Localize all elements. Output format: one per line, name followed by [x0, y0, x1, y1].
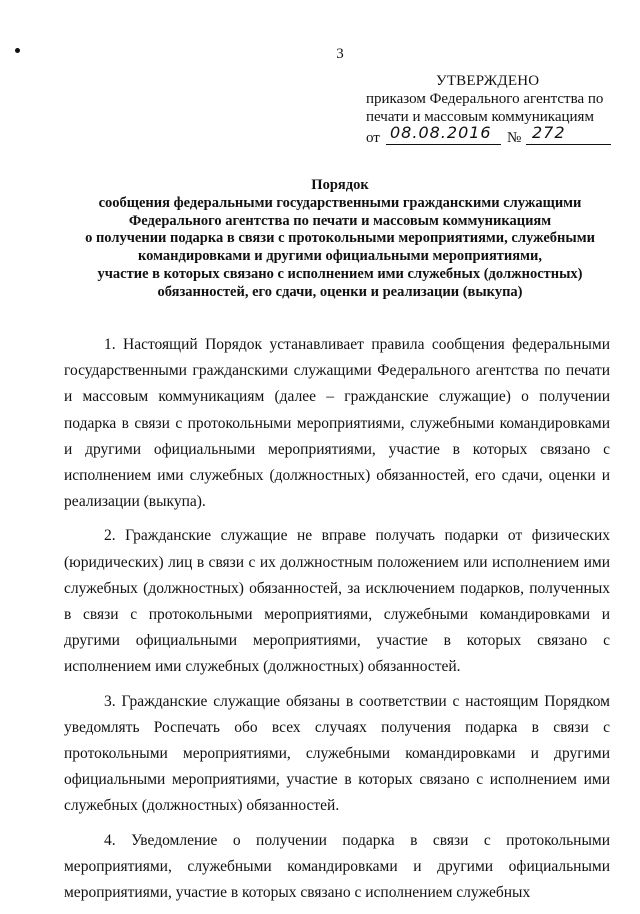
approval-line-2: печати и массовым коммуникациям [366, 109, 594, 125]
heading-line: обязанностей, его сдачи, оценки и реализации (выкупа) [157, 283, 523, 300]
heading-line: командировками и другими официальными мероприятиями, [138, 248, 542, 265]
approval-stamp [366, 72, 616, 149]
document-body [64, 332, 610, 914]
approval-date-number-row [366, 123, 616, 149]
number-underline [526, 144, 611, 145]
heading-line: участие в которых связано с исполнением ими служебных (должностных) [97, 265, 583, 282]
heading-line: Порядок [311, 177, 369, 193]
approval-title: УТВЕРЖДЕНО [436, 73, 540, 89]
heading-line: Федерального агентства по печати и массовым коммуникациям [128, 212, 552, 229]
number-label: № [507, 130, 522, 146]
page-number: 3 [336, 46, 344, 62]
paragraph-1: 1. Настоящий Порядок устанавливает правила сообщения федеральными государственными гражданскими служащими Федерального агентства по печати и массовым коммуникациям (далее – гражданские служащие) о получении подарка в связи с протокольными мероприятиями, служебными командировками и другими официальными мероприятиями, участие в которых связано с исполнением ими служебных (должностных) обязанностей, его сдачи, оценки и реализации (выкупа). [64, 336, 610, 511]
heading-line: о получении подарка в связи с протокольными мероприятиями, служебными [85, 230, 595, 247]
date-underline [386, 144, 501, 145]
date-label: от [366, 130, 380, 146]
date-handwritten: 08.08.2016 [390, 123, 492, 142]
approval-line-1: приказом Федерального агентства по [366, 91, 604, 107]
paragraph-2: 2. Гражданские служащие не вправе получать подарки от физических (юридических) лиц в связи с их должностным положением или исполнением ими служебных (должностных) обязанностей, за исключением подарков, полученных в связи с протокольными мероприятиями, служебными командировками и другими официальными мероприятиями, участие в которых связано с исполнением ими служебных (должностных) обязанностей. [64, 527, 610, 676]
paragraph-4: 4. Уведомление о получении подарка в связи с протокольными мероприятиями, служебными командировками и другими официальными мероприятиями, участие в которых связано с исполнением служебных [64, 831, 610, 902]
document-heading [60, 177, 620, 302]
heading-line: сообщения федеральными государственными гражданскими служащими [98, 194, 582, 211]
paragraph-3: 3. Гражданские служащие обязаны в соответствии с настоящим Порядком уведомлять Роспечать обо всех случаях получения подарка в связи с протокольными мероприятиями, служебными командировками и другими официальными мероприятиями, участие в которых связано с исполнением ими служебных (должностных) обязанностей. [64, 692, 610, 815]
number-handwritten: 272 [532, 123, 566, 142]
